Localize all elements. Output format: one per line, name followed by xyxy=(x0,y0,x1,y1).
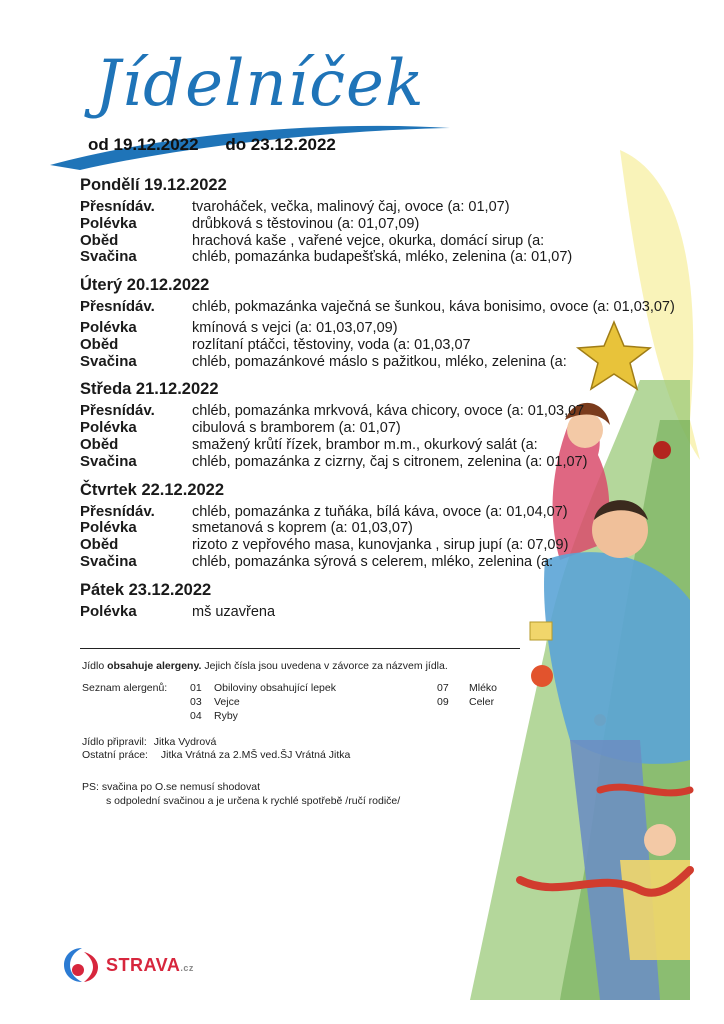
strava-logo-icon xyxy=(62,946,102,984)
allergen-code: 04 xyxy=(190,710,202,722)
allergen-code: 03 xyxy=(190,696,202,708)
meal-label: Polévka xyxy=(80,602,137,620)
meal-value: chléb, pomazánka z tuňáka, bílá káva, ovoce (a: 01,04,07) xyxy=(192,503,568,520)
meal-label: Svačina xyxy=(80,248,137,266)
day-title: Pátek 23.12.2022 xyxy=(80,580,212,599)
menu-row xyxy=(80,337,680,354)
day-block xyxy=(80,276,680,370)
info-section xyxy=(82,660,552,808)
strava-logo xyxy=(62,946,194,984)
meal-value: rozlítaní ptáčci, těstoviny, voda (a: 01,03,07 xyxy=(192,336,471,353)
other-work-label: Ostatní práce: xyxy=(82,749,148,761)
meal-value: kmínová s vejci (a: 01,03,07,09) xyxy=(192,319,398,336)
menu-row xyxy=(80,520,680,537)
meal-value: chléb, pomazánka budapešťská, mléko, zelenina (a: 01,07) xyxy=(192,249,573,266)
date-range xyxy=(88,135,358,155)
menu-row xyxy=(80,320,680,337)
menu-row xyxy=(80,504,680,521)
menu-row xyxy=(80,537,680,554)
meal-value: drůbková s těstovinou (a: 01,07,09) xyxy=(192,215,420,232)
day-block xyxy=(80,380,680,470)
meal-value: smažený krůtí řízek, brambor m.m., okurkový salát (a: xyxy=(192,436,538,453)
menu-row xyxy=(80,454,680,471)
day-block xyxy=(80,581,680,621)
meal-label: Oběd xyxy=(80,231,119,249)
divider-line xyxy=(80,648,520,649)
menu-row xyxy=(80,403,680,420)
day-title: Čtvrtek 22.12.2022 xyxy=(80,480,225,499)
meal-value: chléb, pomazánka sýrová s celerem, mléko, zelenina (a: xyxy=(192,553,554,570)
other-work-value: Jitka Vrátná za 2.MŠ ved.ŠJ Vrátná Jitka xyxy=(160,749,351,761)
menu-row xyxy=(80,554,680,571)
allergen-item xyxy=(190,710,238,722)
meal-label: Oběd xyxy=(80,335,119,353)
meal-label: Přesnídáv. xyxy=(80,298,155,316)
menu-row xyxy=(80,354,680,371)
allergen-item xyxy=(437,696,494,708)
day-title: Pondělí 19.12.2022 xyxy=(80,176,227,194)
menu-title: Jídelníček xyxy=(95,47,425,121)
allergen-list-caption: Seznam alergenů: xyxy=(82,682,168,694)
meal-label: Polévka xyxy=(80,214,137,232)
allergen-code: 09 xyxy=(437,696,449,708)
allergen-code: 07 xyxy=(437,682,449,694)
child-head xyxy=(644,824,676,856)
ps-note xyxy=(82,780,552,808)
menu-row xyxy=(80,199,680,216)
date-to: do 23.12.2022 xyxy=(225,135,336,154)
menu-row xyxy=(80,216,680,233)
meal-label: Oběd xyxy=(80,536,119,554)
prepared-by-label: Jídlo připravil: xyxy=(82,736,147,748)
strava-name: STRAVA xyxy=(106,954,181,975)
allergen-name: Mléko xyxy=(469,682,498,694)
allergen-item xyxy=(190,682,336,694)
date-from: od 19.12.2022 xyxy=(88,135,199,154)
menu-row xyxy=(80,420,680,437)
strava-suffix: .cz xyxy=(180,962,194,973)
meal-value: chléb, pomazánka z cizrny, čaj s citronem, zelenina (a: 01,07) xyxy=(192,453,588,470)
menu-row xyxy=(80,249,680,266)
menu-row xyxy=(80,437,680,454)
day-title: Úterý 20.12.2022 xyxy=(80,276,210,295)
allergen-note-prefix: Jídlo xyxy=(82,660,108,672)
meal-label: Svačina xyxy=(80,552,137,570)
allergen-item xyxy=(437,682,497,694)
meal-value: mš uzavřena xyxy=(192,603,276,620)
meal-value: chléb, pomazánka mrkvová, káva chicory, ovoce (a: 01,03,07 xyxy=(192,403,585,420)
strava-wordmark xyxy=(106,955,194,976)
menu-row xyxy=(80,299,680,316)
ps-line-2: s odpolední svačinou a je určena k rychlé spotřebě /ručí rodiče/ xyxy=(106,795,401,807)
meal-label: Přesnídáv. xyxy=(80,502,155,520)
meal-label: Polévka xyxy=(80,519,137,537)
meal-label: Polévka xyxy=(80,419,137,437)
meal-value: smetanová s koprem (a: 01,03,07) xyxy=(192,520,413,537)
meal-label: Přesnídáv. xyxy=(80,402,155,420)
meal-label: Polévka xyxy=(80,318,137,336)
meal-label: Přesnídáv. xyxy=(80,198,155,215)
allergen-code: 01 xyxy=(190,682,202,694)
weekly-menu xyxy=(80,170,680,621)
yellow-object xyxy=(530,622,552,640)
meal-label: Oběd xyxy=(80,435,119,453)
meal-value: hrachová kaše , vařené vejce, okurka, domácí sirup (a: xyxy=(192,232,545,249)
allergen-note-rest: Jejich čísla jsou uvedena v závorce za názvem jídla. xyxy=(201,660,448,672)
meal-value: chléb, pomazánkové máslo s pažitkou, mléko, zelenina (a: xyxy=(192,353,567,370)
menu-row xyxy=(80,604,680,621)
day-block xyxy=(80,176,680,266)
prepared-by-value: Jitka Vydrová xyxy=(153,736,217,748)
meal-value: rizoto z vepřového masa, kunovjanka , sirup jupí (a: 07,09) xyxy=(192,537,569,554)
meal-value: cibulová s bramborem (a: 01,07) xyxy=(192,420,401,437)
meal-label: Svačina xyxy=(80,452,137,470)
allergen-list xyxy=(82,682,552,726)
allergen-name: Ryby xyxy=(214,710,238,722)
prepared-by xyxy=(82,736,552,762)
meal-label: Svačina xyxy=(80,352,137,370)
allergen-item xyxy=(190,696,240,708)
ps-line-1: PS: svačina po O.se nemusí shodovat xyxy=(82,781,261,793)
meal-value: chléb, pokmazánka vaječná se šunkou, káva bonisimo, ovoce (a: 01,03,07) xyxy=(192,299,675,316)
menu-row xyxy=(80,233,680,250)
day-title: Středa 21.12.2022 xyxy=(80,380,219,399)
meal-value: tvaroháček, večka, malinový čaj, ovoce (a: 01,07) xyxy=(192,199,510,215)
allergen-name: Celer xyxy=(469,696,495,708)
allergen-note xyxy=(82,660,552,672)
allergen-name: Vejce xyxy=(214,696,240,708)
day-block xyxy=(80,481,680,571)
allergen-name: Obiloviny obsahující lepek xyxy=(214,682,336,694)
allergen-note-bold: obsahuje alergeny. xyxy=(107,660,202,672)
